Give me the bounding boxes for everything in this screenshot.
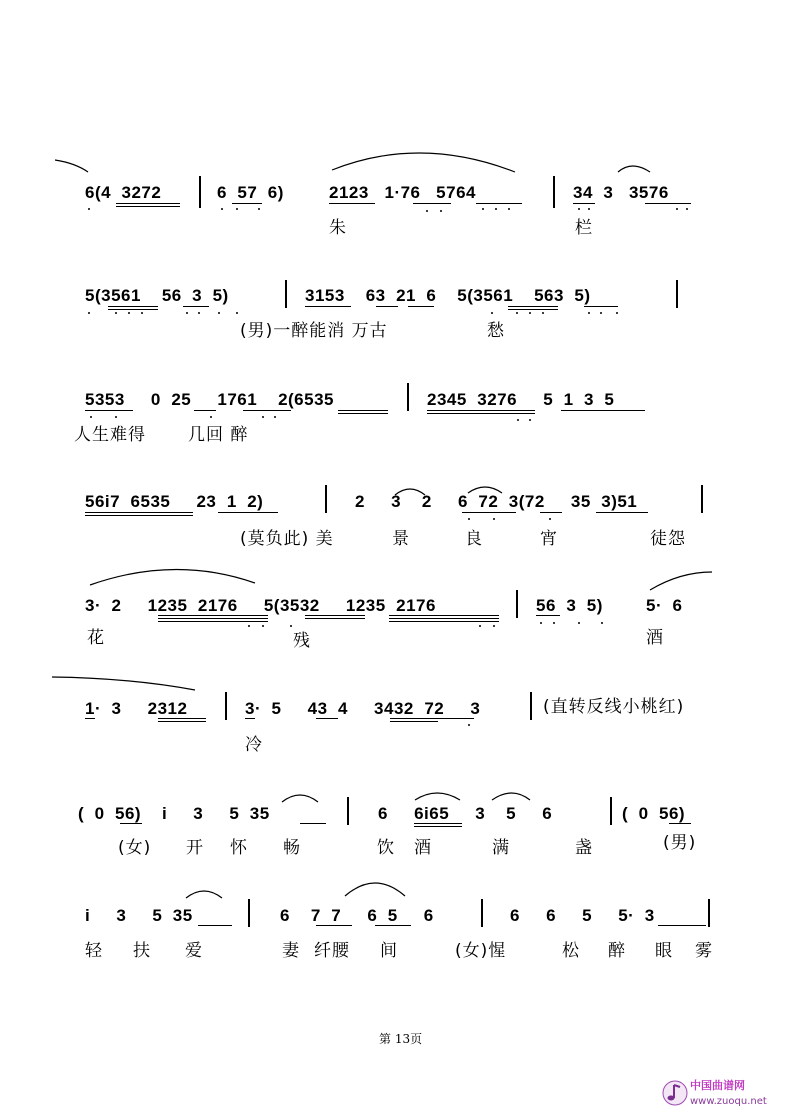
dot: [141, 312, 143, 314]
underline: [338, 413, 388, 414]
barline: [676, 280, 678, 308]
underline: [300, 823, 326, 824]
dot: [482, 208, 484, 210]
music-note-logo-icon: [662, 1077, 688, 1109]
dot: [491, 312, 493, 314]
row-7-lyric-7: 满: [492, 838, 510, 858]
underline: [669, 823, 691, 824]
row-5-lyric-2: 残: [293, 631, 311, 651]
underline: [476, 203, 522, 204]
row-2-seg-1: 5(3561 56 3 5): [85, 286, 229, 305]
underline: [305, 306, 351, 307]
row-3-lyric-2: 几回 醉: [188, 425, 249, 445]
underline: [584, 306, 618, 307]
row-2-lyric-2: 愁: [487, 321, 505, 341]
dot: [262, 625, 264, 627]
underline: [120, 823, 142, 824]
dot: [493, 518, 495, 520]
underline: [338, 410, 388, 411]
barline: [530, 692, 532, 720]
row-4-seg-2: 2 3 2 6 72 3(72 35 3)51: [355, 492, 638, 511]
row-1-seg-1: 6(4 3272: [85, 183, 162, 202]
underline: [413, 203, 451, 204]
row-5-seg-1: 3· 2 1235 2176 5(3532 1235 2176: [85, 596, 436, 615]
row-8-lyric-4: 妻: [282, 941, 300, 961]
row-8-lyric-10: 眼: [655, 941, 673, 961]
barline: [708, 899, 710, 927]
underline: [85, 515, 193, 516]
dot: [262, 416, 264, 418]
row-1-seg-4: 34 3 3576: [573, 183, 669, 202]
underline: [305, 615, 365, 616]
barline: [701, 485, 703, 513]
underline: [408, 306, 434, 307]
dot: [686, 208, 688, 210]
dot: [542, 312, 544, 314]
row-8-seg-2: 6 7 7 6 5 6: [280, 906, 434, 925]
row-8-lyric-9: 醉: [608, 941, 626, 961]
barline: [225, 692, 227, 720]
watermark-url: www.zuoqu.net: [690, 1096, 767, 1107]
barline: [610, 797, 612, 825]
underline: [232, 203, 262, 204]
barline: [481, 899, 483, 927]
underline: [316, 718, 338, 719]
underline: [243, 410, 291, 411]
barline: [325, 485, 327, 513]
dot: [517, 419, 519, 421]
underline: [108, 309, 158, 310]
underline: [427, 410, 535, 411]
row-8-lyric-7: (女)惺: [455, 941, 507, 961]
underline: [85, 410, 133, 411]
underline: [329, 203, 375, 204]
row-2-seg-2: 3153 63 21 6 5(3561 563 5): [305, 286, 591, 305]
dot: [540, 622, 542, 624]
underline: [645, 203, 691, 204]
barline: [285, 280, 287, 308]
row-4-lyric-2: 景: [392, 529, 410, 549]
row-8-seg-1: i 3 5 35: [85, 906, 193, 925]
underline: [218, 512, 278, 513]
row-7-seg-3: ( 0 56): [622, 804, 686, 823]
row-8-lyric-1: 轻: [85, 941, 103, 961]
dot: [578, 622, 580, 624]
underline: [389, 621, 499, 622]
barline: [199, 176, 201, 208]
barline: [347, 797, 349, 825]
row-5-lyric-1: 花: [87, 628, 105, 648]
underline: [414, 826, 462, 827]
underline: [116, 203, 180, 204]
underline: [414, 823, 462, 824]
dot: [495, 208, 497, 210]
underline: [427, 413, 535, 414]
dot: [88, 312, 90, 314]
underline: [183, 306, 209, 307]
underline: [158, 618, 268, 619]
row-4-lyric-4: 宵: [540, 529, 558, 549]
row-3-seg-1: 5353 0 25 1761 2(6535: [85, 390, 335, 409]
dot: [290, 625, 292, 627]
dot: [479, 625, 481, 627]
row-4-lyric-5: 徒怨: [650, 529, 686, 549]
dot: [600, 312, 602, 314]
row-6-seg-1: 1· 3 2312: [85, 699, 188, 718]
row-3-lyric-1: 人生难得: [74, 425, 146, 445]
row-8-lyric-6: 间: [380, 941, 398, 961]
barline: [407, 383, 409, 411]
dot: [529, 419, 531, 421]
dot: [588, 208, 590, 210]
row-1-lyric-2: 栏: [575, 218, 593, 238]
dot: [88, 208, 90, 210]
dot: [553, 622, 555, 624]
dot: [440, 210, 442, 212]
underline: [194, 410, 216, 411]
underline: [573, 203, 595, 204]
page-number: 第 13页: [379, 1032, 423, 1046]
dot: [578, 208, 580, 210]
watermark-text: 中国曲谱网: [690, 1079, 745, 1092]
underline: [508, 306, 558, 307]
underline: [316, 925, 352, 926]
row-7-lyric-3: 怀: [230, 838, 248, 858]
underline: [658, 925, 706, 926]
dot: [236, 312, 238, 314]
dot: [198, 312, 200, 314]
row-5-seg-2: 56 3 5): [536, 596, 603, 615]
underline: [389, 618, 499, 619]
underline: [158, 615, 268, 616]
underline: [390, 721, 438, 722]
dot: [616, 312, 618, 314]
dot: [186, 312, 188, 314]
row-7-lyric-9: (男): [663, 833, 697, 853]
underline: [561, 410, 645, 411]
watermark: [662, 1075, 788, 1115]
underline: [305, 618, 365, 619]
underline: [375, 925, 411, 926]
dot: [128, 312, 130, 314]
row-6-lyric-1: 冷: [245, 735, 263, 755]
row-7-lyric-1: (女): [118, 838, 152, 858]
underline: [462, 512, 516, 513]
barline: [516, 590, 518, 618]
row-7-lyric-4: 畅: [283, 838, 301, 858]
row-7-seg-2: 6 6i65 3 5 6: [378, 804, 553, 823]
underline: [245, 718, 255, 719]
dot: [115, 312, 117, 314]
row-7-lyric-2: 开: [186, 838, 204, 858]
row-8-lyric-5: 纤腰: [314, 941, 350, 961]
row-8-seg-3: 6 6 5 5· 3: [510, 906, 655, 925]
row-8-lyric-2: 扶: [133, 941, 151, 961]
row-5-seg-3: 5· 6: [646, 596, 683, 615]
row-2-lyric-1: (男)一醉能消 万古: [240, 321, 388, 341]
row-1-lyric-1: 朱: [329, 218, 347, 238]
underline: [108, 306, 158, 307]
underline: [85, 512, 193, 513]
dot: [258, 208, 260, 210]
row-4-lyric-1: (莫负此) 美: [240, 529, 334, 549]
underline: [596, 512, 648, 513]
dot: [493, 625, 495, 627]
dot: [248, 625, 250, 627]
row-7-lyric-6: 酒: [414, 838, 432, 858]
row-7-seg-1: ( 0 56) i 3 5 35: [78, 804, 270, 823]
dot: [274, 416, 276, 418]
underline: [198, 925, 232, 926]
row-6-seg-2: 3· 5 43 4 3432 72 3: [245, 699, 481, 718]
underline: [390, 718, 474, 719]
underline: [116, 206, 180, 207]
underline: [540, 512, 562, 513]
row-8-lyric-3: 爱: [185, 941, 203, 961]
row-7-lyric-8: 盏: [575, 838, 593, 858]
dot: [549, 518, 551, 520]
dot: [588, 312, 590, 314]
row-4-seg-1: 56i7 6535 23 1 2): [85, 492, 264, 511]
dot: [218, 312, 220, 314]
row-4-lyric-3: 良: [465, 529, 483, 549]
row-8-lyric-11: 雾: [695, 941, 713, 961]
dot: [426, 210, 428, 212]
dot: [221, 208, 223, 210]
underline: [158, 718, 206, 719]
row-1-seg-2: 6 57 6): [217, 183, 284, 202]
dot: [601, 622, 603, 624]
dot: [468, 518, 470, 520]
barline: [248, 899, 250, 927]
row-7-lyric-5: 饮: [377, 838, 395, 858]
row-8-lyric-8: 松: [562, 941, 580, 961]
row-5-lyric-3: 酒: [646, 628, 664, 648]
underline: [389, 615, 499, 616]
dot: [529, 312, 531, 314]
row-3-seg-2: 2345 3276 5 1 3 5: [427, 390, 615, 409]
row-6-modulation-note: (直转反线小桃红): [543, 697, 685, 717]
underline: [508, 309, 558, 310]
underline: [85, 718, 95, 719]
dot: [508, 208, 510, 210]
dot: [115, 416, 117, 418]
underline: [158, 621, 268, 622]
dot: [516, 312, 518, 314]
dot: [676, 208, 678, 210]
barline: [553, 176, 555, 208]
dot: [210, 416, 212, 418]
underline: [158, 721, 206, 722]
underline: [376, 306, 398, 307]
underline: [536, 615, 560, 616]
dot: [468, 724, 470, 726]
dot: [236, 208, 238, 210]
dot: [90, 416, 92, 418]
row-1-seg-3: 2123 1·76 5764: [329, 183, 477, 202]
